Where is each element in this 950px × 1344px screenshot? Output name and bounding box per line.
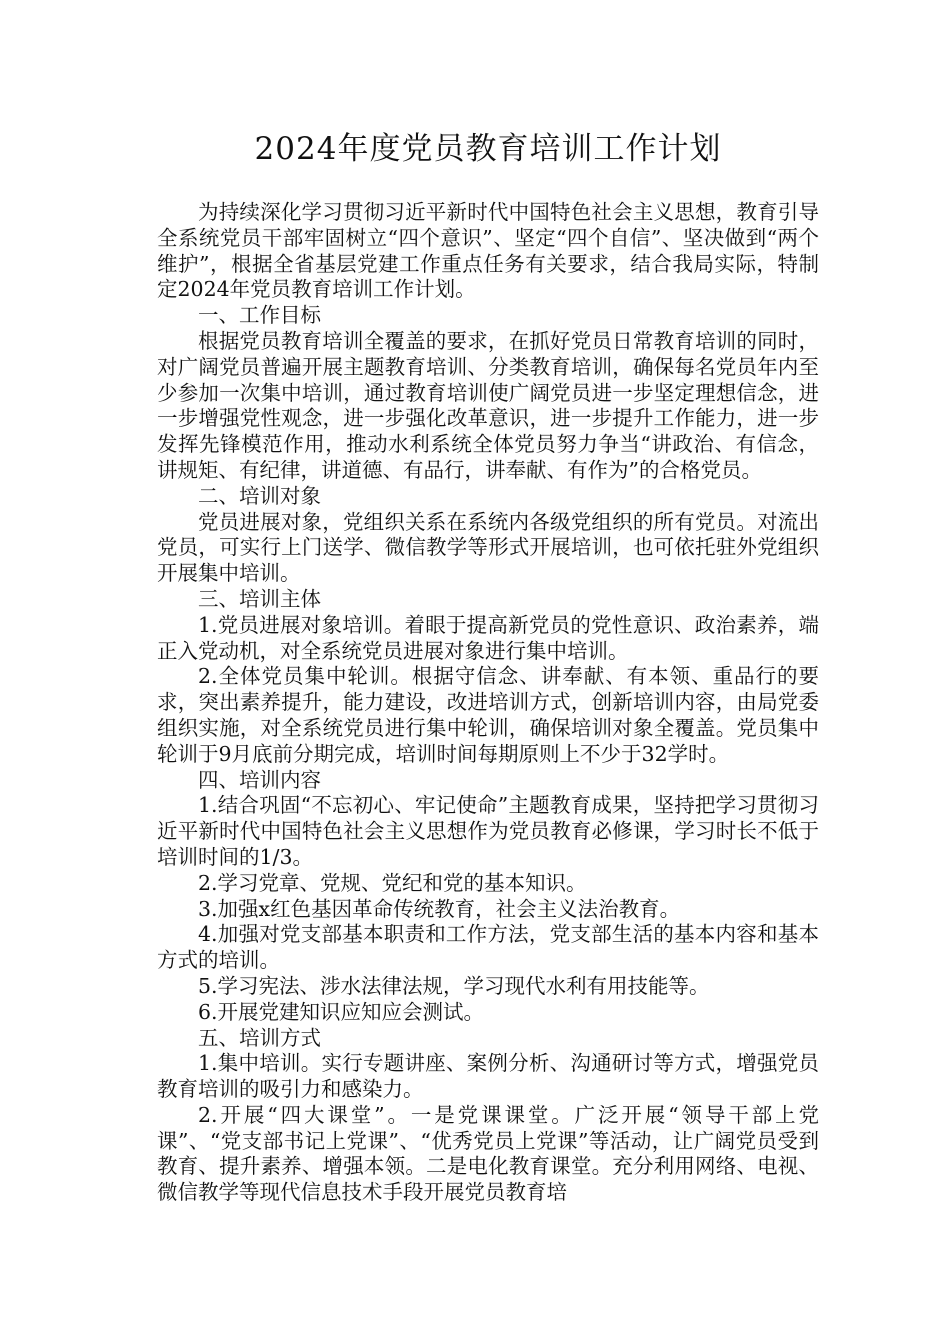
document-body (157, 200, 819, 1206)
document-page (157, 122, 819, 1206)
methods-item: 1.集中培训。实行专题讲座、案例分析、沟通研讨等方式，增强党员教育培训的吸引力和感染力。 (157, 1051, 819, 1102)
content-item: 4.加强对党支部基本职责和工作方法，党支部生活的基本内容和基本方式的培训。 (157, 922, 819, 973)
content-item: 5.学习宪法、涉水法律法规，学习现代水利有用技能等。 (198, 973, 710, 998)
section-heading-content: 四、培训内容 (198, 767, 321, 792)
subjects-item: 1.党员进展对象培训。着眼于提高新党员的党性意识、政治素养，端正入党动机，对全系统党员进展对象进行集中培训。 (157, 612, 819, 663)
content-item: 3.加强x红色基因革命传统教育，社会主义法治教育。 (198, 896, 681, 921)
content-item: 6.开展党建知识应知应会测试。 (198, 999, 485, 1024)
goals-paragraph: 根据党员教育培训全覆盖的要求，在抓好党员日常教育培训的同时，对广阔党员普遍开展主题教育培训、分类教育培训，确保每名党员年内至少参加一次集中培训，通过教育培训使广阔党员进一步坚定理想信念，进一步增强党性观念，进一步强化改革意识，进一步提升工作能力，进一步发挥先锋模范作用，推动水利系统全体党员努力争当“讲政治、有信念，讲规矩、有纪律，讲道德、有品行，讲奉献、有作为”的合格党员。 (157, 328, 819, 482)
section-heading-goals: 一、工作目标 (198, 303, 321, 328)
targets-paragraph: 党员进展对象，党组织关系在系统内各级党组织的所有党员。对流出党员，可实行上门送学、微信教学等形式开展培训，也可依托驻外党组织开展集中培训。 (157, 509, 819, 586)
content-item: 1.结合巩固“不忘初心、牢记使命”主题教育成果，坚持把学习贯彻习近平新时代中国特色社会主义思想作为党员教育必修课，学习时长不低于培训时间的1/3。 (157, 793, 819, 869)
section-heading-subjects: 三、培训主体 (198, 586, 321, 611)
methods-item: 2.开展“四大课堂”。一是党课课堂。广泛开展“领导干部上党课”、“党支部书记上党课”、“优秀党员上党课”等活动，让广阔党员受到教育、提升素养、增强本领。二是电化教育课堂。充分利用网络、电视、微信教学等现代信息技术手段开展党员教育培 (157, 1102, 819, 1205)
section-heading-methods: 五、培训方式 (198, 1025, 321, 1050)
section-heading-targets: 二、培训对象 (198, 483, 321, 508)
content-item: 2.学习党章、党规、党纪和党的基本知识。 (198, 870, 587, 895)
subjects-item: 2.全体党员集中轮训。根据守信念、讲奉献、有本领、重品行的要求，突出素养提升，能力建设，改进培训方式，创新培训内容，由局党委组织实施，对全系统党员进行集中轮训，确保培训对象全覆盖。党员集中轮训于9月底前分期完成，培训时间每期原则上不少于32学时。 (157, 664, 819, 766)
document-title: 2024年度党员教育培训工作计划 (254, 131, 722, 167)
intro-paragraph: 为持续深化学习贯彻习近平新时代中国特色社会主义思想，教育引导全系统党员干部牢固树立“四个意识”、坚定“四个自信”、坚决做到“两个维护”，根据全省基层党建工作重点任务有关要求，结合我局实际，特制定2024年党员教育培训工作计划。 (157, 200, 819, 302)
